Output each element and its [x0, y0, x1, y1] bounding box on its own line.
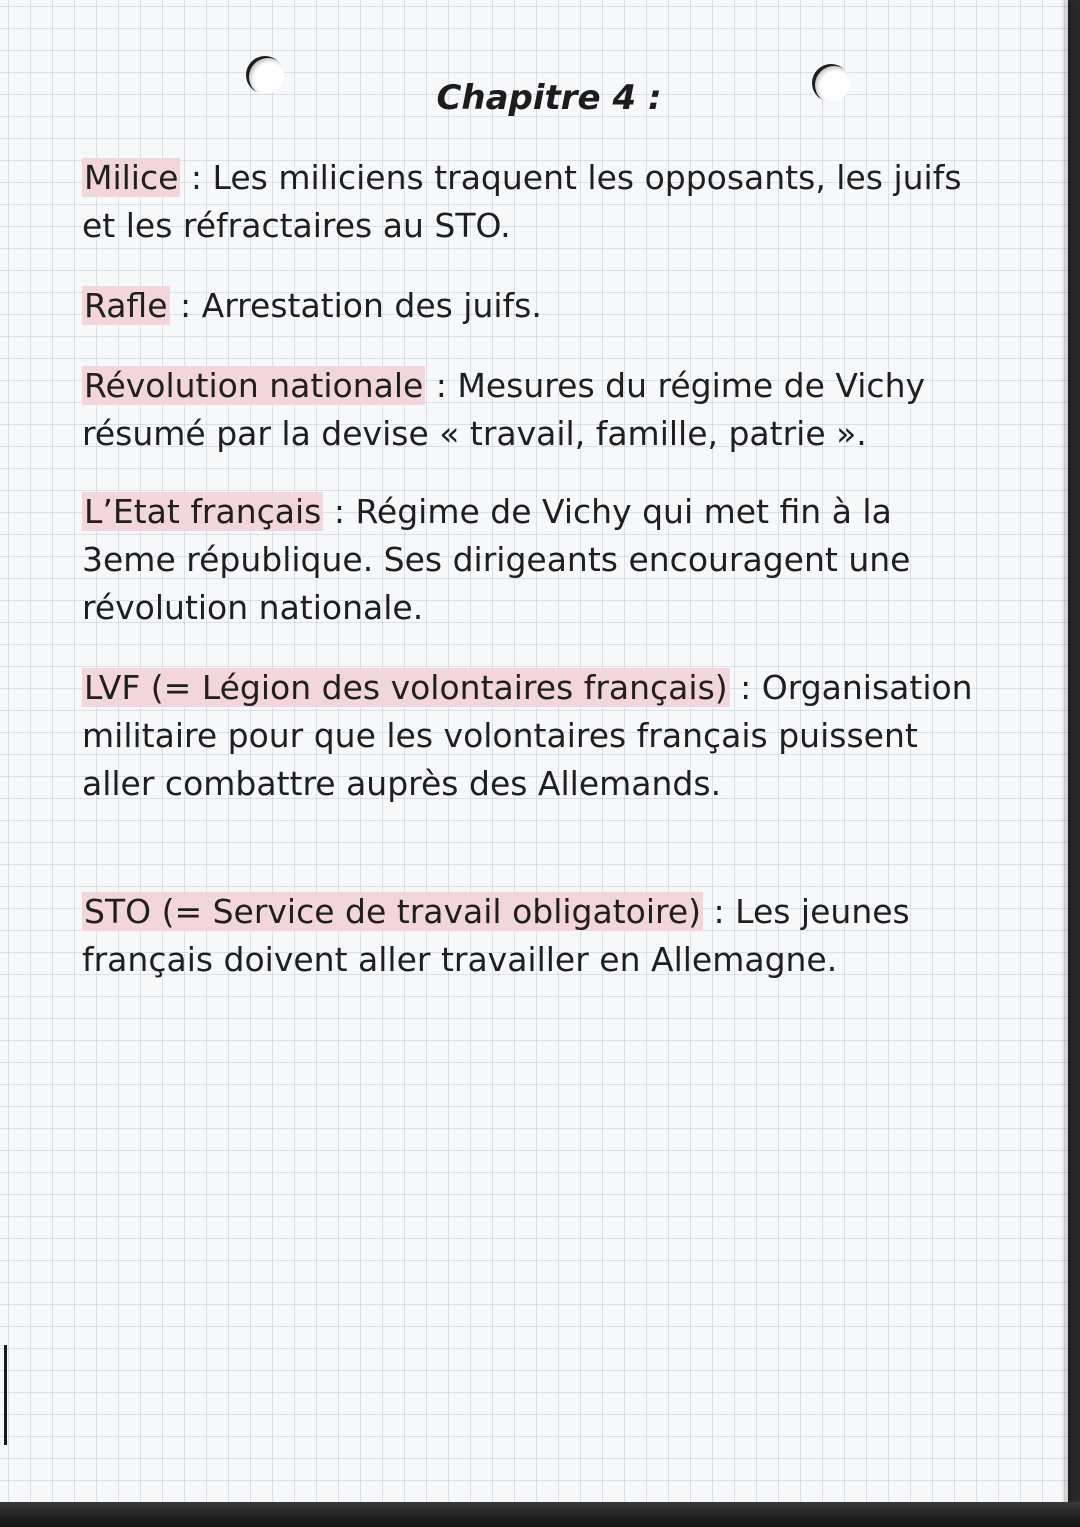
- entry-term: L’Etat français: [84, 492, 322, 531]
- desk-surface: [0, 1502, 1080, 1527]
- entry-term: Révolution nationale: [84, 366, 424, 405]
- entry-definition: : Régime de Vichy qui met fin à la 3eme république. Ses dirigeants encouragent une révolution nationale.: [82, 492, 911, 627]
- page-edge-mark: [4, 1345, 7, 1445]
- page-title: Chapitre 4 :: [436, 78, 662, 118]
- definition-entry-milice: [82, 154, 992, 250]
- page-edge-shadow: [1062, 0, 1068, 1502]
- entry-definition: : Organisation militaire pour que les volontaires français puissent aller combattre auprès des Allemands.: [82, 668, 973, 803]
- definition-entry-revolution-nationale: [82, 362, 992, 458]
- entry-definition: : Les miliciens traquent les opposants, les juifs et les réfractaires au STO.: [82, 158, 962, 245]
- definition-entry-rafle: [82, 282, 992, 330]
- entry-definition: : Mesures du régime de Vichy résumé par la devise « travail, famille, patrie ».: [82, 366, 926, 453]
- entry-term: LVF (= Légion des volontaires français): [84, 668, 728, 707]
- definition-entry-sto: [82, 888, 992, 984]
- entry-definition: : Les jeunes français doivent aller travailler en Allemagne.: [82, 892, 910, 979]
- definition-entry-lvf: [82, 664, 992, 808]
- entry-term: STO (= Service de travail obligatoire): [84, 892, 702, 931]
- entry-term: Rafle: [84, 286, 168, 325]
- entry-term: Milice: [84, 158, 179, 197]
- definition-entry-etat-francais: [82, 488, 992, 632]
- entry-definition: : Arrestation des juifs.: [169, 286, 542, 325]
